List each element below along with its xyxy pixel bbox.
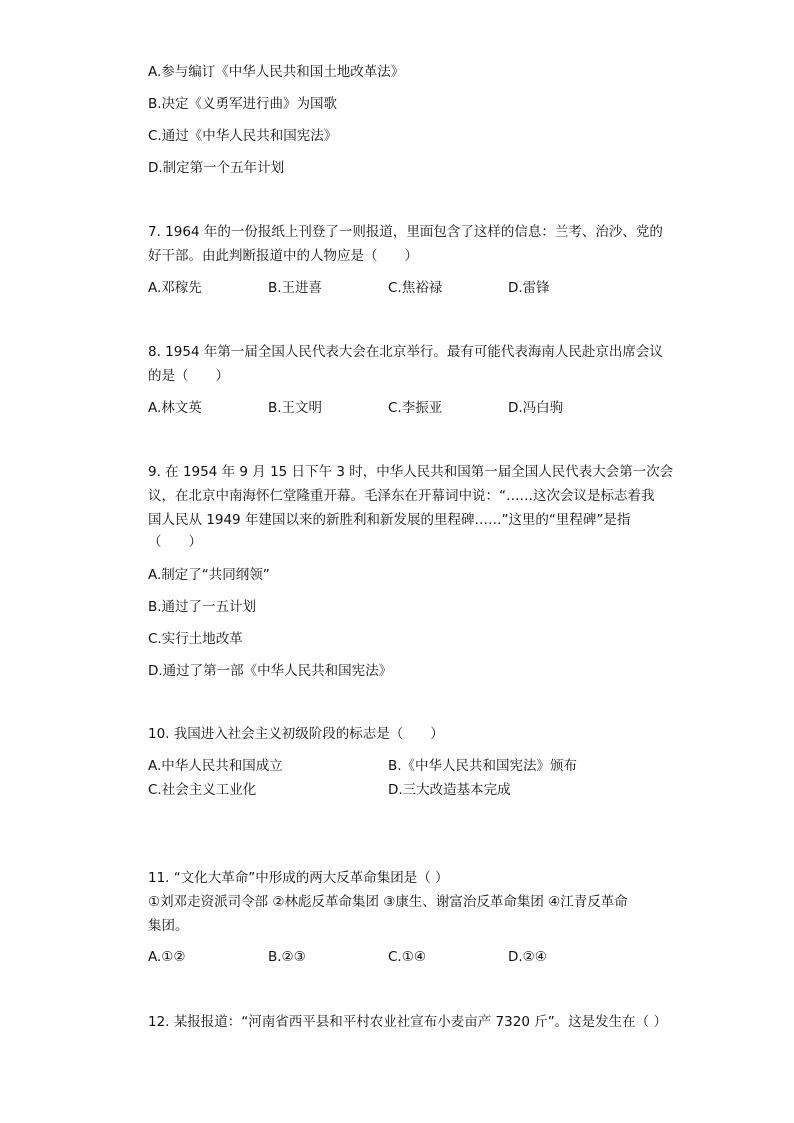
q6-option-a: A.参与编订《中华人民共和国土地改革法》: [148, 64, 405, 80]
q7-option-c: C.焦裕禄: [388, 280, 443, 296]
q9-stem-line-4: （ ）: [148, 534, 202, 550]
q8-option-b: B.王文明: [268, 400, 323, 416]
q8-option-c: C.李振亚: [388, 400, 443, 416]
q7-stem-line-2: 好干部。由此判断报道中的人物应是（ ）: [148, 248, 418, 264]
q9-stem-line-3: 国人民从 1949 年建国以来的新胜利和新发展的里程碑……”这里的“里程碑”是指: [148, 512, 631, 528]
q11-option-b: B.②③: [268, 949, 306, 965]
q10-stem: 10. 我国进入社会主义初级阶段的标志是（ ）: [148, 726, 444, 742]
q6-option-c: C.通过《中华人民共和国宪法》: [148, 128, 338, 144]
q11-stem-line-3: 集团。: [148, 918, 189, 934]
q10-option-c: C.社会主义工业化: [148, 782, 257, 798]
q7-option-a: A.邓稼先: [148, 280, 202, 296]
q9-option-b: B.通过了一五计划: [148, 599, 257, 615]
q11-option-d: D.②④: [508, 949, 547, 965]
q7-option-d: D.雷锋: [508, 280, 550, 296]
q11-option-c: C.①④: [388, 949, 426, 965]
q10-option-d: D.三大改造基本完成: [388, 782, 511, 798]
q11-stem-line-1: 11. “文化大革命”中形成的两大反革命集团是（ ）: [148, 870, 449, 886]
q11-stem-line-2: ①刘邓走资派司令部 ②林彪反革命集团 ③康生、谢富治反革命集团 ④江青反革命: [148, 894, 628, 910]
q9-stem-line-1: 9. 在 1954 年 9 月 15 日下午 3 时，中华人民共和国第一届全国人民代表大会第一次会: [148, 464, 674, 480]
q8-stem-line-2: 的是（ ）: [148, 368, 229, 384]
q6-option-d: D.制定第一个五年计划: [148, 160, 285, 176]
q10-option-a: A.中华人民共和国成立: [148, 758, 283, 774]
q12-stem: 12. 某报报道：“河南省西平县和平村农业社宣布小麦亩产 7320 斤”。这是发生在（ ）: [148, 1014, 667, 1030]
q8-stem-line-1: 8. 1954 年第一届全国人民代表大会在北京举行。最有可能代表海南人民赴京出席会议: [148, 344, 663, 360]
q7-option-b: B.王进喜: [268, 280, 323, 296]
q9-option-c: C.实行土地改革: [148, 631, 243, 647]
q11-option-a: A.①②: [148, 949, 186, 965]
q8-option-d: D.冯白驹: [508, 400, 564, 416]
q6-option-b: B.决定《义勇军进行曲》为国歌: [148, 96, 338, 112]
q7-stem-line-1: 7. 1964 年的一份报纸上刊登了一则报道，里面包含了这样的信息：兰考、治沙、党的: [148, 224, 663, 240]
q8-option-a: A.林文英: [148, 400, 202, 416]
q10-option-b: B.《中华人民共和国宪法》颁布: [388, 758, 578, 774]
q9-option-d: D.通过了第一部《中华人民共和国宪法》: [148, 663, 393, 679]
q9-stem-line-2: 议，在北京中南海怀仁堂隆重开幕。毛泽东在开幕词中说：“……这次会议是标志着我: [148, 488, 655, 504]
q9-option-a: A.制定了“共同纲领”: [148, 567, 270, 583]
